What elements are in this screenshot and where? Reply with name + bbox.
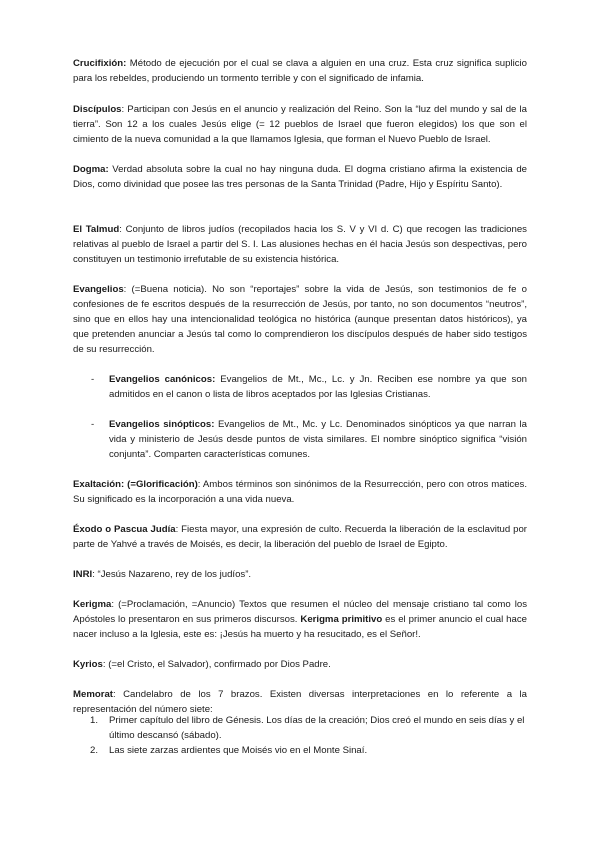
entry-text: : Participan con Jesús en el anuncio y realización del Reino. Son la “luz del mundo y sal de la tierra”. Son 12 a los cuales Jesús elige (= 12 pueblos de Israel que fueron elegidos) los que son el cimiento de la nueva comunidad a la que llamamos Iglesia, que forman el Nuevo Pueblo de Israel. [73,104,527,145]
entry-term: Crucifixión: [73,58,127,69]
entry-inri [73,567,527,582]
entry-term: El Talmud [73,224,120,235]
entry-text: : Ambos términos son sinónimos de la Resurrección, pero con otros matices. Su significado es la incorporación a una vida nueva. [73,479,527,505]
entry-term: Evangelios [73,284,124,295]
entry-evangelios-sinopticos [109,417,527,462]
entry-text: : (=el Cristo, el Salvador), confirmado por Dios Padre. [102,659,331,670]
entry-talmud [73,222,527,267]
entry-kerigma [73,597,527,642]
entry-term: Evangelios sinópticos: [109,419,215,430]
entry-kyrios [73,657,527,672]
entry-evangelios-canonicos [109,372,527,402]
entry-term: INRI [73,569,93,580]
memorat-item: Las siete zarzas ardientes que Moisés vio en el Monte Sinaí. [109,745,368,756]
entry-term: Kerigma [73,599,112,610]
entry-crucifixion [73,56,527,86]
entry-text: Verdad absoluta sobre la cual no hay ninguna duda. El dogma cristiano afirma la existencia de Dios, como divinidad que posee las tres personas de la Santa Trinidad (Padre, Hijo y Espíritu Santo). [73,164,527,190]
entry-term: Evangelios canónicos: [109,374,216,385]
entry-text: es el primer anuncio el cual hace nacer incluso a la Iglesia, este es: ¡Jesús ha muerto y ha resucitado, es el Señor!. [73,614,527,640]
entry-term-secondary: Kerigma primitivo [300,614,383,625]
entry-term: Exaltación: (=Glorificación) [73,479,198,490]
entry-exodo [73,522,527,552]
entry-text: : Fiesta mayor, una expresión de culto. Recuerda la liberación de la esclavitud por parte de Yahvé a través de Moisés, es decir, la liberación del pueblo de Israel de Egipto. [73,524,527,550]
entry-term: Kyrios [73,659,103,670]
entry-exaltacion [73,477,527,507]
entry-discipulos [73,102,527,147]
entry-term: Éxodo o Pascua Judía [73,524,176,535]
memorat-item: Primer capítulo del libro de Génesis. Los días de la creación; Dios creó el mundo en seis días y el último descansó (sábado). [109,715,525,741]
entry-text: : Candelabro de los 7 brazos. Existen diversas interpretaciones en lo referente a la representación del número siete: [73,689,527,715]
entry-text: Método de ejecución por el cual se clava a alguien en una cruz. Esta cruz significa suplicio para los rebeldes, produciendo un tormento terrible y con el significado de infamia. [73,58,527,84]
entry-term: Discípulos [73,104,122,115]
entry-text: Evangelios de Mt., Mc., Lc. y Jn. Reciben ese nombre ya que son admitidos en el canon o lista de libros aceptados por las Iglesias Cristianas. [109,374,527,400]
entry-evangelios [73,282,527,357]
entry-text: : (=Proclamación, =Anuncio) Textos que resumen el núcleo del mensaje cristiano tal como los Apóstoles lo presentaron en sus primeros discursos. [73,599,527,625]
entry-text: : “Jesús Nazareno, rey de los judíos”. [92,569,252,580]
list-number: 1. [90,715,99,726]
list-bullet: - [91,419,95,430]
entry-term: Memorat [73,689,113,700]
list-bullet: - [91,374,95,385]
entry-text: Evangelios de Mt., Mc. y Lc. Denominados sinópticos ya que narran la vida y ministerio de Jesús desde puntos de vista similares. El nombre sinóptico significa “visión conjunta”. Comparten características comunes. [109,419,527,460]
list-number: 2. [90,745,99,756]
entry-dogma [73,162,527,192]
entry-text: : Conjunto de libros judíos (recopilados hacia los S. V y VI d. C) que recogen las tradiciones relativas al pueblo de Israel a partir del S. I. Las alusiones hechas en él hacia Jesús son despectivas, pero constituyen un testimonio irrefutable de su existencia histórica. [73,224,527,265]
entry-term: Dogma: [73,164,109,175]
entry-text: : (=Buena noticia). No son “reportajes” sobre la vida de Jesús, son testimonios de fe o confesiones de fe escritos después de la resurrección de Jesús, por tanto, no son documentos “neutros”, sino que en ellos hay una intencionalidad teológica no histórica (aunque presentan datos históricos), ya que pretenden anunciar a Jesús tal como lo comprendieron los discípulos después de haber sido testigos de su resurrección. [73,284,527,355]
